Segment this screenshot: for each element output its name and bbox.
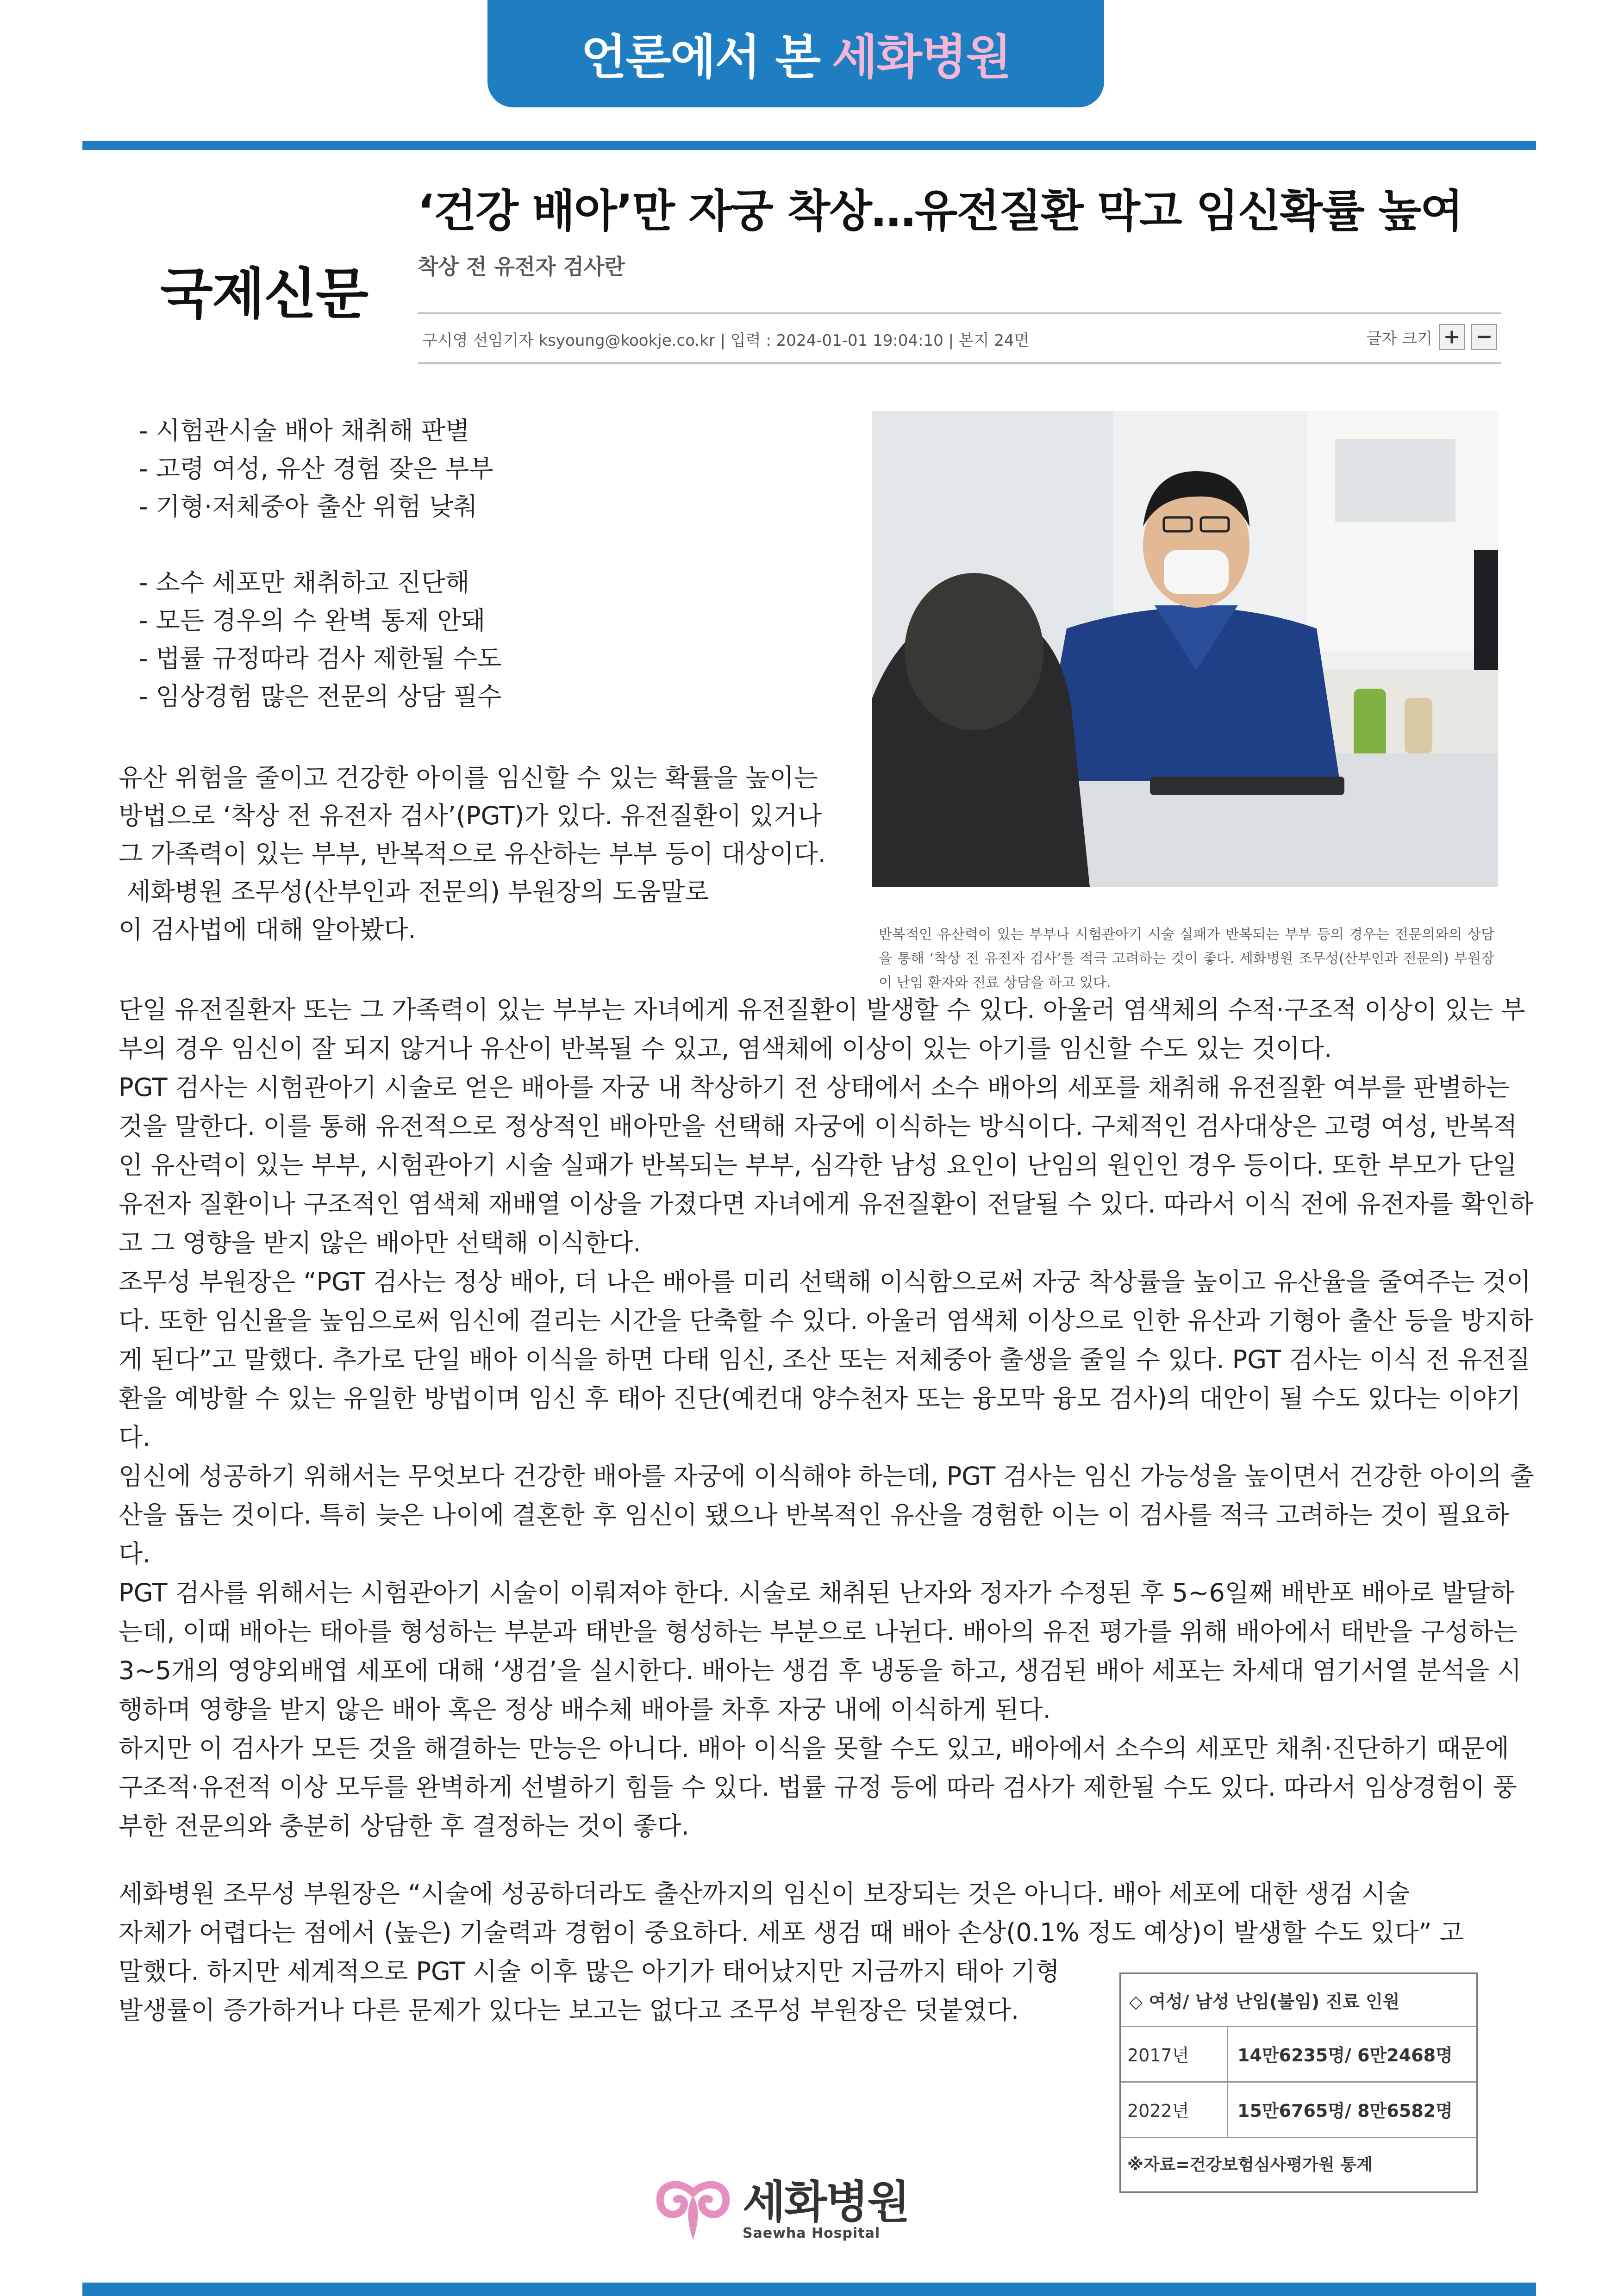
font-size-control xyxy=(1367,324,1497,350)
font-increase-button[interactable]: + xyxy=(1439,324,1465,350)
byline: 구시영 선임기자 ksyoung@kookje.co.kr | 입력 : 2024-01-01 19:04:10 | 본지 24면 xyxy=(422,331,1030,350)
bullet-gap xyxy=(139,526,501,564)
uterus-logo-icon xyxy=(654,2175,732,2245)
article-meta-bar xyxy=(418,312,1501,364)
table-value: 14만6235명/ 6만2468명 xyxy=(1237,2045,1453,2066)
intro-line: 이 검사법에 대해 알아봤다. xyxy=(119,915,416,944)
hospital-logo xyxy=(654,2175,909,2245)
bullet-item: - 소수 세포만 채취하고 진단해 xyxy=(139,568,470,597)
article-intro xyxy=(119,759,878,949)
body-paragraph: PGT 검사를 위해서는 시험관아기 시술이 이뤄져야 한다. 시술로 채취된 난자와 정자가 수정된 후 5~6일째 배반포 배아로 발달하는데, 이때 배아는 태아를 형성하는 부분과 태반을 형성하는 부분으로 나뉜다. 배아의 유전 평가를 위해 배아에서 태반을 구성하는 3~5개의 영양외배엽 세포에 대해 ‘생검’을 실시한다. 배아는 생검 후 냉동을 하고, 생검된 배아 세포는 차세대 염기서열 분석을 시행하며 영향을 받지 않은 배아 혹은 정상 배수체 배아를 차후 자궁 내에 이식하게 된다. xyxy=(119,1578,1522,1724)
logo-wordmark xyxy=(743,2176,909,2241)
article-photo xyxy=(872,411,1498,887)
table-value: 15만6765명/ 8만6582명 xyxy=(1237,2100,1453,2121)
infertility-stats-table xyxy=(1119,1972,1478,2193)
bullet-item: - 법률 규정따라 검사 제한될 수도 xyxy=(139,644,502,673)
table-year: 2017년 xyxy=(1121,2026,1228,2081)
closing-line: 말했다. 하지만 세계적으로 PGT 시술 이후 많은 아기가 태어났지만 지금까지 태아 기형 xyxy=(119,1957,1060,1986)
intro-line: 세화병원 조무성(산부인과 전문의) 부원장의 도움말로 xyxy=(119,877,709,906)
table-caption: ◇ 여성/ 남성 난임(불임) 진료 인원 xyxy=(1129,1991,1400,2012)
bullet-item: - 고령 여성, 유산 경험 잦은 부부 xyxy=(139,454,493,483)
closing-line: 자체가 어렵다는 점에서 (높은) 기술력과 경험이 중요하다. 세포 생검 때 배아 손상(0.1% 정도 예상)이 발생할 수도 있다” 고 xyxy=(119,1918,1464,1947)
logo-name: 세화병원 xyxy=(743,2176,909,2228)
article-subhead: 착상 전 유전자 검사란 xyxy=(418,254,625,279)
header-title: 언론에서 본 xyxy=(581,30,820,85)
bullet-item: - 기형·저체중아 출산 위험 낮춰 xyxy=(139,492,478,521)
press-name: 국제신문 xyxy=(160,261,368,326)
page-header-tab xyxy=(487,0,1104,107)
table-row xyxy=(1121,2081,1476,2138)
bullet-item: - 임상경험 많은 전문의 상담 필수 xyxy=(139,682,502,711)
body-paragraph: PGT 검사는 시험관아기 시술로 얻은 배아를 자궁 내 착상하기 전 상태에서 소수 배아의 세포를 채취해 유전질환 여부를 판별하는 것을 말한다. 이를 통해 유전적으로 정상적인 배아만을 선택해 자궁에 이식하는 방식이다. 구체적인 검사대상은 고령 여성, 반복적인 유산력이 있는 부부, 시험관아기 시술 실패가 반복되는 부부, 심각한 남성 요인이 난임의 원인인 경우 등이다. 또한 부모가 단일 유전자 질환이나 구조적인 염색체 재배열 이상을 가졌다면 자녀에게 유전질환이 전달될 수 있다. 따라서 이식 전에 유전자를 확인하고 그 영향을 받지 않은 배아만 선택해 이식한다. xyxy=(119,1073,1534,1257)
body-paragraph: 조무성 부원장은 “PGT 검사는 정상 배아, 더 나은 배아를 미리 선택해 이식함으로써 자궁 착상률을 높이고 유산율을 줄여주는 것이다. 또한 임신율을 높임으로써 임신에 걸리는 시간을 단축할 수 있다. 아울러 염색체 이상으로 인한 유산과 기형아 출산 등을 방지하게 된다”고 말했다. 추가로 단일 배아 이식을 하면 다태 임신, 조산 또는 저체중아 출생을 줄일 수 있다. PGT 검사는 이식 전 유전질환을 예방할 수 있는 유일한 방법이며 임신 후 태아 진단(예컨대 양수천자 또는 융모막 융모 검사)의 대안이 될 수도 있다는 이야기다. xyxy=(119,1267,1533,1452)
table-source-row xyxy=(1121,2137,1476,2190)
closing-line: 발생률이 증가하거나 다른 문제가 있다는 보고는 없다고 조무성 부원장은 덧붙였다. xyxy=(119,1996,1019,2025)
table-source: ※자료=건강보험심사평가원 통계 xyxy=(1127,2155,1373,2174)
summary-bullets xyxy=(139,412,501,716)
logo-subtitle: Saewha Hospital xyxy=(743,2225,881,2241)
table-caption-row xyxy=(1121,1974,1476,2027)
article-body xyxy=(119,990,1535,1846)
header-title-highlight: 세화병원 xyxy=(832,30,1011,85)
font-decrease-button[interactable]: − xyxy=(1471,324,1497,350)
body-paragraph: 단일 유전질환자 또는 그 가족력이 있는 부부는 자녀에게 유전질환이 발생할 수 있다. 아울러 염색체의 수적·구조적 이상이 있는 부부의 경우 임신이 잘 되지 않거나 유산이 반복될 수 있고, 염색체에 이상이 있는 아기를 임신할 수도 있는 것이다. xyxy=(119,995,1525,1063)
table-row xyxy=(1121,2026,1476,2083)
intro-line: 유산 위험을 줄이고 건강한 아이를 임신할 수 있는 확률을 높이는 xyxy=(119,763,818,792)
bullet-item: - 모든 경우의 수 완벽 통제 안돼 xyxy=(139,606,486,635)
body-paragraph: 하지만 이 검사가 모든 것을 해결하는 만능은 아니다. 배아 이식을 못할 수도 있고, 배아에서 소수의 세포만 채취·진단하기 때문에 구조적·유전적 이상 모두를 완벽하게 선별하기 힘들 수 있다. 법률 규정 등에 따라 검사가 제한될 수도 있다. 따라서 임상경험이 풍부한 전문의와 충분히 상담한 후 결정하는 것이 좋다. xyxy=(119,1734,1517,1841)
intro-line: 그 가족력이 있는 부부, 반복적으로 유산하는 부부 등이 대상이다. xyxy=(119,839,826,868)
bottom-divider xyxy=(82,2283,1536,2296)
table-year: 2022년 xyxy=(1121,2081,1228,2137)
article-headline: ‘건강 배아’만 자궁 착상…유전질환 막고 임신확률 높여 xyxy=(418,185,1462,237)
consultation-photo-illustration xyxy=(872,411,1498,887)
photo-caption: 반복적인 유산력이 있는 부부나 시험관아기 시술 실패가 반복되는 부부 등의 경우는 전문의와의 상담을 통해 ‘착상 전 유전자 검사’를 적극 고려하는 것이 좋다. 세화병원 조무성(산부인과 전문의) 부원장이 난임 환자와 진료 상담을 하고 있다. xyxy=(879,927,1494,991)
intro-line: 방법으로 ‘착상 전 유전자 검사’(PGT)가 있다. 유전질환이 있거나 xyxy=(119,801,822,830)
font-size-label: 글자 크기 xyxy=(1366,329,1432,348)
body-paragraph: 임신에 성공하기 위해서는 무엇보다 건강한 배아를 자궁에 이식해야 하는데, PGT 검사는 임신 가능성을 높이면서 건강한 아이의 출산을 돕는 것이다. 특히 늦은 나이에 결혼한 후 임신이 됐으나 반복적인 유산을 경험한 이는 이 검사를 적극 고려하는 것이 필요하다. xyxy=(119,1462,1534,1568)
closing-line: 세화병원 조무성 부원장은 “시술에 성공하더라도 출산까지의 임신이 보장되는 것은 아니다. 배아 세포에 대한 생검 시술 xyxy=(119,1879,1410,1908)
bullet-item: - 시험관시술 배아 채취해 판별 xyxy=(139,416,470,445)
top-divider xyxy=(82,141,1536,150)
